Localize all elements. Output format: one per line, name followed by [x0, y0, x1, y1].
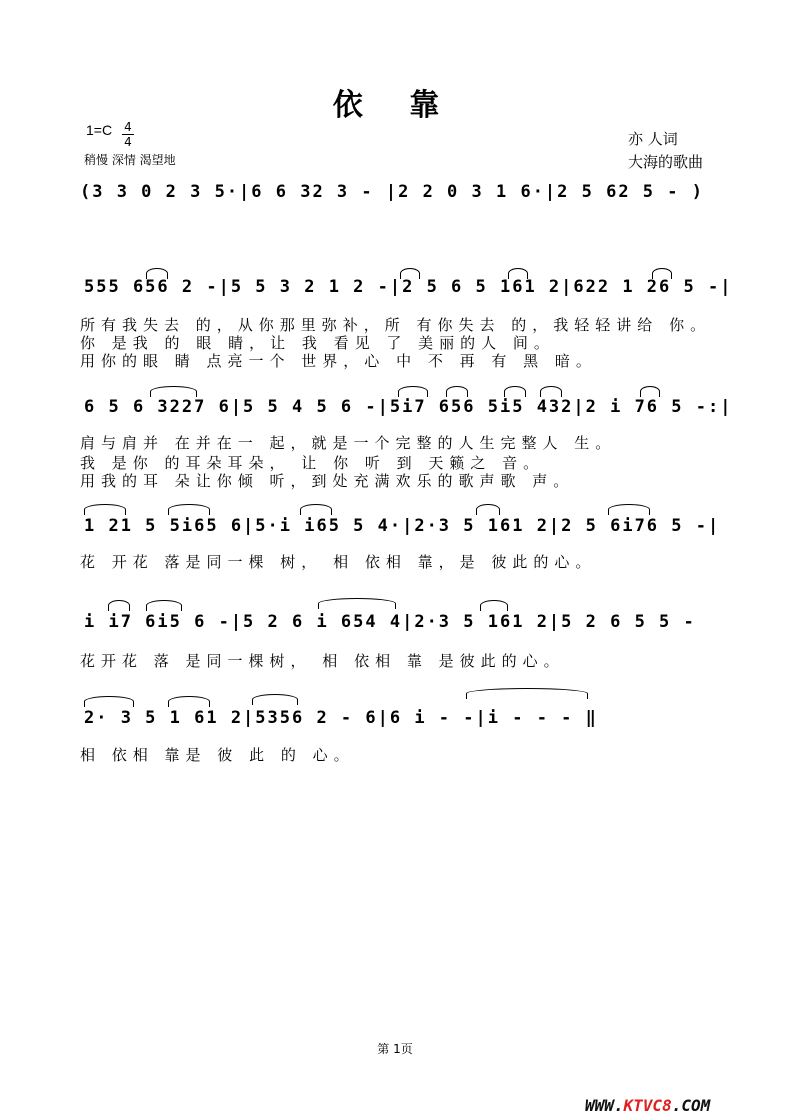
slur-mark: [400, 268, 420, 279]
slur-mark: [300, 504, 332, 515]
time-numerator: 4: [124, 120, 132, 134]
lyric-line-1-verse-3: 用你的眼 睛 点亮一个 世界，心 中 不 再 有 黑 暗。: [80, 352, 597, 370]
tempo-marking: 稍慢 深情 渴望地: [84, 153, 176, 167]
lyric-line-5: 相 依相 靠是 彼 此 的 心。: [80, 746, 355, 764]
page-number: 第 1页: [377, 1042, 413, 1056]
watermark-prefix: WWW.: [585, 1096, 624, 1115]
slur-mark: [84, 696, 134, 707]
slur-mark: [146, 600, 182, 611]
slur-mark: [168, 696, 210, 707]
notation-row-4: i i7 6i5 6 -|5 2 6 i 654 4|2·3 5 161 2|5 2 6 5 5 -: [84, 612, 696, 632]
slur-mark: [108, 600, 130, 611]
slur-mark: [252, 694, 298, 705]
slur-mark: [540, 386, 562, 397]
lyric-line-1-verse-2: 你 是我 的 眼 睛，让 我 看见 了 美丽的人 间。: [80, 334, 555, 352]
notation-row-3: 1 21 5 5i65 6|5·i i65 5 4·|2·3 5 161 2|2 5 6i76 5 -|: [84, 516, 721, 536]
lyric-line-2-verse-1: 肩与肩并 在并在一 起，就是一个完整的人生完整人 生。: [80, 434, 617, 452]
key-signature: 1=C: [86, 122, 113, 138]
time-signature: [122, 120, 134, 149]
slur-mark: [476, 504, 500, 515]
watermark-suffix: .COM: [671, 1096, 711, 1115]
slur-mark: [480, 600, 508, 611]
slur-mark: [608, 504, 650, 515]
notation-row-5: 2· 3 5 1 61 2|5356 2 - 6|6 i - -|i - - - ‖: [84, 708, 598, 728]
lyricist-credit: 亦 人词: [628, 130, 678, 148]
lyric-line-4: 花开花 落 是同一棵树， 相 依相 靠 是彼此的心。: [80, 652, 565, 670]
slur-mark: [84, 504, 126, 515]
site-watermark: [585, 1096, 710, 1115]
slur-mark: [640, 386, 660, 397]
slur-mark: [504, 386, 526, 397]
notation-row-intro: (3 3 0 2 3 5·|6 6 32 3 - |2 2 0 3 1 6·|2 5 62 5 - ): [80, 182, 704, 202]
composer-credit: 大海的歌曲: [628, 153, 704, 171]
watermark-brand: KTVC8: [623, 1096, 672, 1115]
lyric-line-3: 花 开花 落是同一棵 树， 相 依相 靠，是 彼此的心。: [80, 553, 597, 571]
notation-row-1: 555 656 2 -|5 5 3 2 1 2 -|2 5 6 5 161 2|622 1 26 5 -|: [84, 277, 733, 297]
slur-mark: [446, 386, 468, 397]
slur-mark: [318, 598, 396, 609]
notation-row-2: 6 5 6 3227 6|5 5 4 5 6 -|5i7 656 5i5 432|2 i 76 5 -:|: [84, 397, 733, 417]
lyric-line-2-verse-2: 我 是你 的耳朵耳朵， 让 你 听 到 天籁之 音。: [80, 454, 545, 472]
lyric-line-2-verse-3: 用我的耳 朵让你倾 听，到处充满欢乐的歌声歌 声。: [80, 472, 575, 490]
slur-mark: [150, 386, 197, 397]
song-title: 依 靠: [332, 88, 458, 123]
slur-mark: [168, 504, 210, 515]
slur-mark: [508, 268, 528, 279]
slur-mark: [146, 268, 168, 279]
slur-mark: [466, 688, 588, 699]
slur-mark: [652, 268, 672, 279]
time-denominator: 4: [122, 134, 134, 149]
lyric-line-1-verse-1: 所有我失去 的，从你那里弥补，所 有你失去 的，我轻轻讲给 你。: [80, 316, 712, 334]
slur-mark: [398, 386, 428, 397]
